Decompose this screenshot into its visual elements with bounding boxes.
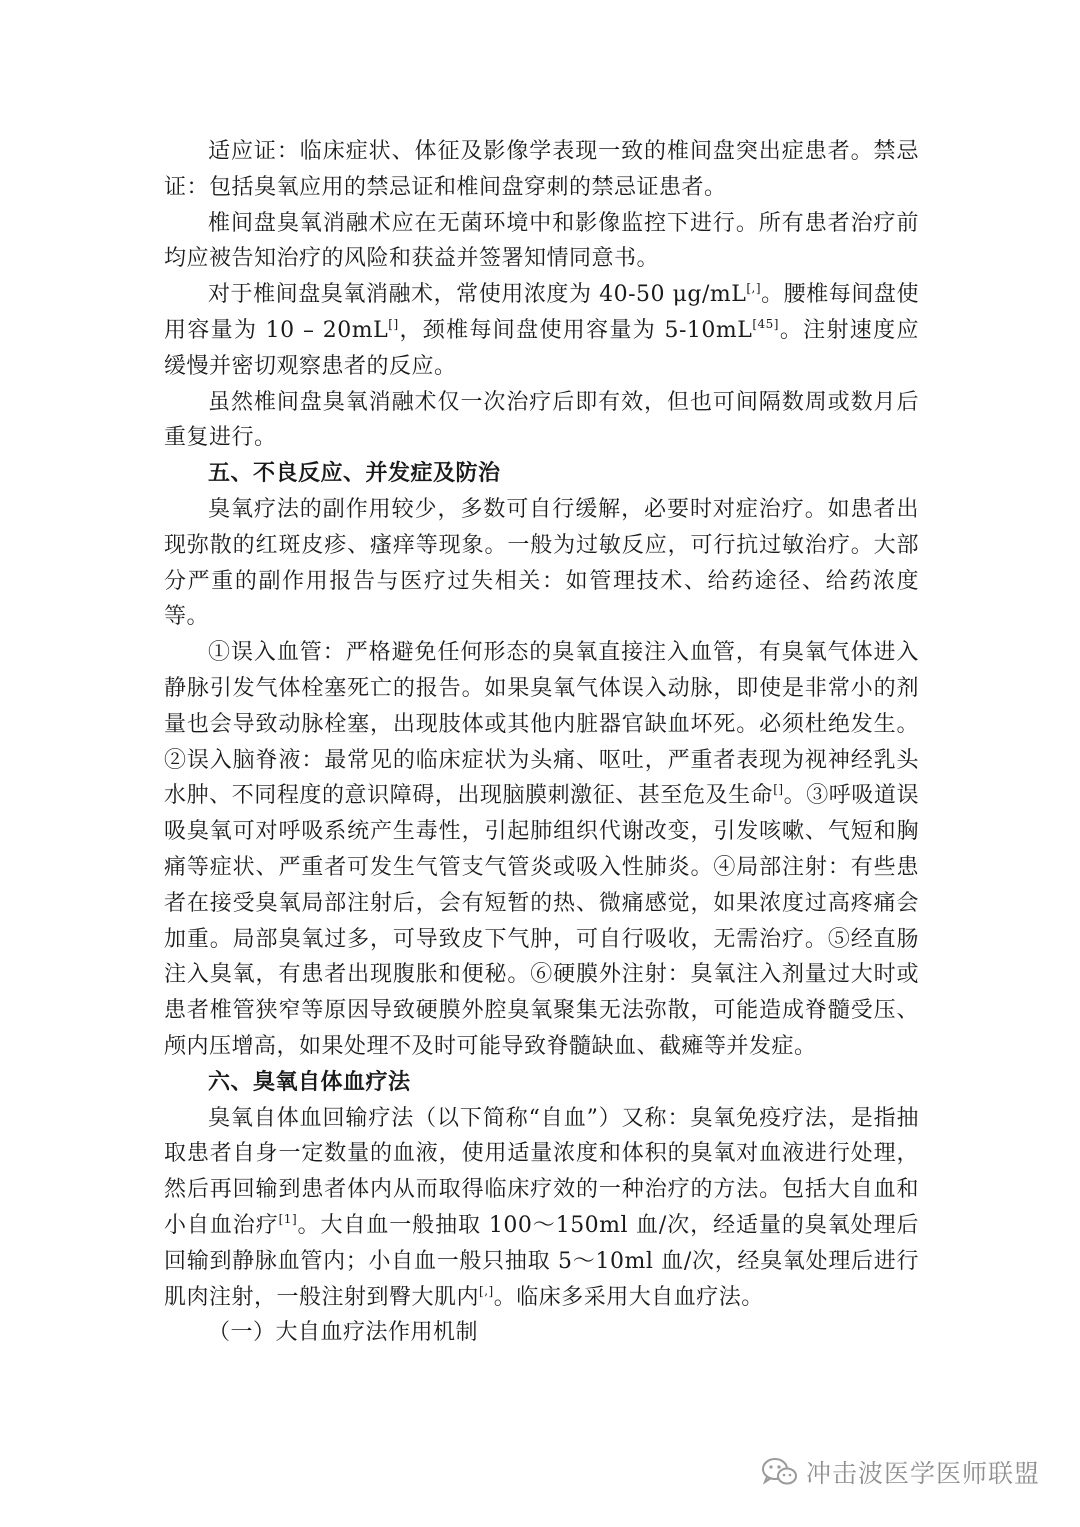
body-paragraph: [164, 1101, 919, 1316]
text-run: （一）大自血疗法作用机制: [208, 1320, 479, 1346]
text-run: 虽然椎间盘臭氧消融术仅一次治疗后即有效，但也可间隔数周或数月后重复进行。: [164, 389, 919, 451]
text-run: ①误入血管：严格避免任何形态的臭氧直接注入血管，有臭氧气体进入静脉引发气体栓塞死亡的报告。如果臭氧气体误入动脉，即使是非常小的剂量也会导致动脉栓塞，出现肢体或其他内脏器官缺血坏死。必须杜绝发生。②误入脑脊液：最常见的临床症状为头痛、呕吐，严重者表现为视神经乳头水肿、不同程度的意识障碍，出现脑膜刺激征、甚至危及生命: [164, 640, 919, 809]
text-run: 。腰椎每间盘使用容量为 10 – 20mL: [164, 282, 919, 343]
text-run: 。注射速度应缓慢并密切观察患者的反应。: [164, 317, 919, 379]
text-run: 椎间盘臭氧消融术应在无菌环境中和影像监控下进行。所有患者治疗前均应被告知治疗的风险和获益并签署知情同意书。: [164, 210, 919, 272]
citation-marker: []: [773, 782, 784, 797]
body-paragraph: [164, 206, 919, 278]
text-run: ，颈椎每间盘使用容量为 5-10mL: [398, 317, 753, 343]
text-run: 对于椎间盘臭氧消融术，常使用浓度为 40-50 μg/mL: [208, 282, 747, 308]
body-paragraph: [164, 385, 919, 457]
subsection-heading: [164, 1315, 919, 1351]
text-run: 臭氧疗法的副作用较少，多数可自行缓解，必要时对症治疗。如患者出现弥散的红斑皮疹、瘙痒等现象。一般为过敏反应，可行抗过敏治疗。大部分严重的副作用报告与医疗过失相关：如管理技术、给药途径、给药浓度等。: [164, 496, 919, 630]
body-paragraph: [164, 277, 919, 384]
citation-marker: [1]: [278, 1211, 298, 1226]
citation-marker: [,]: [479, 1283, 494, 1298]
text-run: 适应证：临床症状、体征及影像学表现一致的椎间盘突出症患者。禁忌证：包括臭氧应用的禁忌证和椎间盘穿刺的禁忌证患者。: [164, 139, 919, 200]
text-run: 臭氧自体血回输疗法（以下简称“自血”）又称：臭氧免疫疗法，是指抽取患者自身一定数量的血液，使用适量浓度和体积的臭氧对血液进行处理，然后再回输到患者体内从而取得临床疗效的一种治疗的方法。包括大自血和小自血治疗: [164, 1105, 919, 1238]
citation-marker: [,]: [746, 281, 762, 296]
section-heading: [164, 1065, 919, 1101]
body-paragraph: [164, 134, 919, 206]
citation-marker: [45]: [752, 316, 779, 331]
text-run: 六、臭氧自体血疗法: [208, 1068, 411, 1095]
citation-marker: []: [388, 316, 399, 331]
section-heading: [164, 456, 919, 492]
text-run: 五、不良反应、并发症及防治: [208, 460, 501, 487]
body-paragraph: [164, 635, 919, 1065]
wechat-icon: [760, 1456, 798, 1488]
text-run: 。临床多采用大自血疗法。: [493, 1284, 764, 1310]
text-run: 。③呼吸道误吸臭氧可对呼吸系统产生毒性，引起肺组织代谢改变，引发咳嗽、气短和胸痛等症状、严重者可发生气管支气管炎或吸入性肺炎。④局部注射：有些患者在接受臭氧局部注射后，会有短暂的热、微痛感觉，如果浓度过高疼痛会加重。局部臭氧过多，可导致皮下气肿，可自行吸收，无需治疗。⑤经直肠注入臭氧，有患者出现腹胀和便秘。⑥硬膜外注射：臭氧注入剂量过大时或患者椎管狭窄等原因导致硬膜外腔臭氧聚集无法弥散，可能造成脊髓受压、颅内压增高，如果处理不及时可能导致脊髓缺血、截瘫等并发症。: [164, 783, 919, 1059]
watermark-text: 冲击波医学医师联盟: [806, 1459, 1041, 1488]
watermark: [760, 1452, 1040, 1492]
text-run: 。大自血一般抽取 100～150ml 血/次，经适量的臭氧处理后回输到静脉血管内；小自血一般只抽取 5～10ml 血/次，经臭氧处理后进行肌肉注射，一般注射到臀大肌内: [164, 1212, 919, 1310]
document-body: [164, 134, 919, 1351]
body-paragraph: [164, 492, 919, 635]
